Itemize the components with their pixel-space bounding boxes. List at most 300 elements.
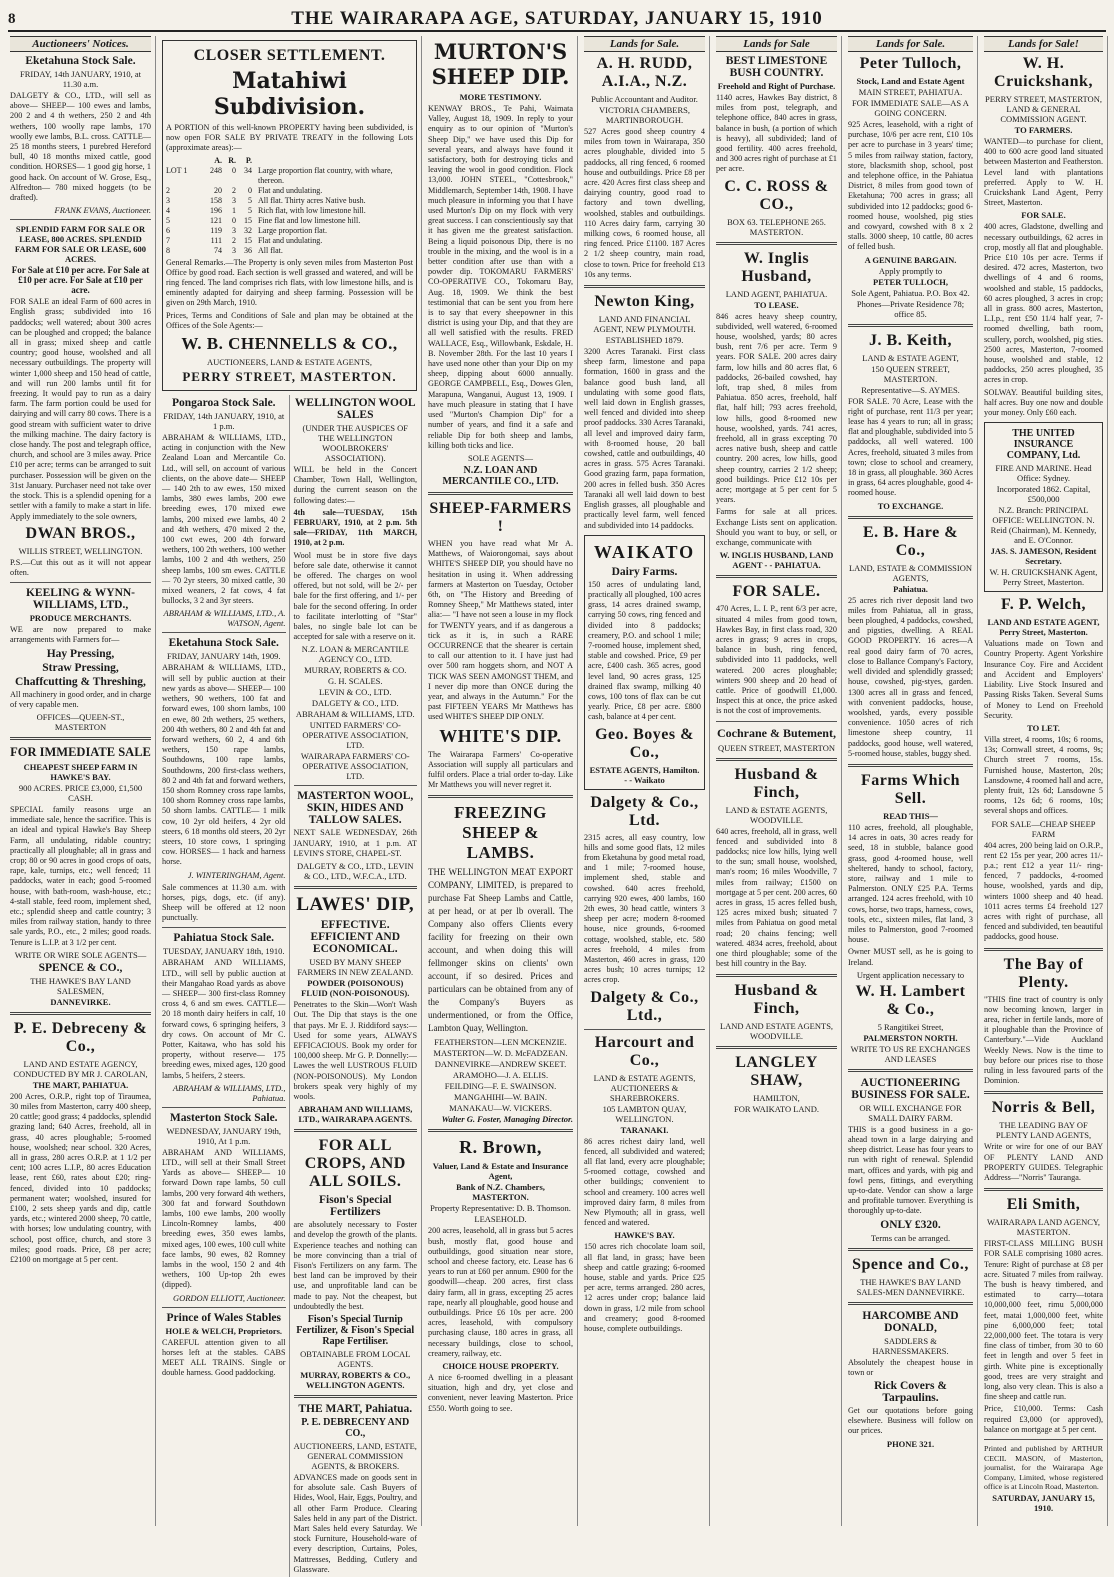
ad-waikato xyxy=(584,535,705,790)
buyer: MANGAHIHI—W. BAIN. xyxy=(454,1092,547,1103)
divider xyxy=(10,1012,151,1015)
ad-subtitle: Valuer, Land & Estate and Insurance Agent, xyxy=(432,1161,569,1182)
divider xyxy=(716,1046,837,1049)
ad-body: ABRAHAM AND WILLIAMS, LTD., will sell by public auction at their Mangahao Road yards as above— SHEEP— 300 first-class Romney cross 4, 6 and sm ewes. CATTLE— 20 18 month dairy heifers in calf, 10 forward cows, 6 springing heifers, 3 dry cows. On account of Mr C. Potter, Kaitawa, who has sold his property, without reserve— 175 breeding ewes, mixed ages, 120 good lambs, 5 heifers, 2 steers. xyxy=(162,958,286,1080)
lot-cell: 248 xyxy=(210,165,222,175)
lot-cell: 2 xyxy=(166,185,170,195)
ad-inc: Incorporated 1862. Capital, £500,000 xyxy=(996,484,1091,505)
ad-item: Hay Pressing, xyxy=(46,647,115,660)
ad-address: 150 QUEEN STREET, MASTERTON. xyxy=(871,363,950,384)
ad-tail: OBTAINABLE FROM LOCAL AGENTS. xyxy=(300,1348,411,1369)
divider xyxy=(716,242,837,245)
ad-signature: W. INGLIS HUSBAND, LAND AGENT - - PAHIATUA. xyxy=(719,550,834,571)
section-header: Lands for Sale! xyxy=(984,36,1103,52)
lot-cell: All flat. Thirty acres Native bush. xyxy=(258,195,366,205)
ad-title: FOR IMMEDIATE SALE xyxy=(10,744,151,759)
divider xyxy=(848,1302,973,1305)
ad-signature: ABRAHAM & WILLIAMS, LTD., A. WATSON, Agent. xyxy=(163,608,286,629)
ad-forsale: FOR SALE. xyxy=(1021,210,1066,221)
section-header: Lands for Sale. xyxy=(848,36,973,52)
lot-cell: 5 xyxy=(166,215,170,225)
ad-subtitle: LAND AND ESTATE AGENCY, CONDUCTED BY MR J. CAROLAN, xyxy=(13,1058,148,1079)
ad-apply: Apply promptly to xyxy=(878,265,943,276)
column-1 xyxy=(6,36,156,1526)
lot-cell xyxy=(252,156,412,166)
lot-cell: 7 xyxy=(166,235,170,245)
ad-body: All machinery in good order, and in charge of very capable men. xyxy=(10,689,151,709)
lot-cell: 5 xyxy=(248,205,252,215)
ad-lead: TO FARMERS. xyxy=(1014,125,1073,135)
ad-body: A PORTION of this well-known PROPERTY having been subdivided, is now open FOR SALE BY PRIVATE TREATY in the following Lots (approximate areas):— xyxy=(166,123,413,153)
divider xyxy=(162,927,286,928)
column-4 xyxy=(580,36,710,1526)
ad-body: 3200 Acres Taranaki. First class sheep farm, limestone and papa formation, 1600 in grass and the balance good bush land, all undulating with some good flats, well laid down in English grasses, well fenced and divided into sheep proof paddocks. 330 Acres Taranaki, all level and improved dairy farm, with 8-roomed house, 20 ball cowshed, cattle and outbuildings, 40 acres in grass. 575 Acres Taranaki. Good grazing farm, papa formation, 200 acres in felled bush. 350 Acres Taranaki all well laid down to best English grasses, all ploughable and practically level farm, well fenced and subdivided into 14 paddocks. xyxy=(584,347,705,530)
ad-address: WILLIS STREET, WELLINGTON. xyxy=(18,545,143,556)
ad-title: FOR ALL CROPS, AND ALL SOILS. xyxy=(304,1137,406,1191)
ad-title: The Bay of Plenty. xyxy=(1003,955,1084,991)
ad-subtitle: BOX 63. TELEPHONE 265. MASTERTON. xyxy=(727,216,826,237)
ad-subtitle: OR WILL EXCHANGE FOR SMALL DAIRY FARM. xyxy=(859,1102,962,1123)
ad-title: FREEZING SHEEP & LAMBS. xyxy=(454,803,547,863)
lot-cell: 8 xyxy=(166,245,170,255)
ad-subtitle: SADDLERS & HARNESSMAKERS. xyxy=(872,1335,949,1356)
ad-subtitle: Stock, Land and Estate Agent xyxy=(856,76,965,86)
ad-agent: ABRAHAM AND WILLIAMS, LTD., WAIRARAPA AGENTS. xyxy=(298,1104,413,1125)
ad-subtitle: Harcourt and Co., xyxy=(594,1033,695,1069)
ad-tail: SOLWAY. Beautiful building sites, half acres. Buy one now and double your money. Only £60 each. xyxy=(984,387,1103,418)
lot-cell: Rich flat, with low limestone hill. xyxy=(258,205,366,215)
lot-cell: All flat. xyxy=(258,245,283,255)
ad-address: Bank of N.Z. Chambers, MASTERTON. xyxy=(456,1182,545,1203)
ad-body: 527 Acres good sheep country 4 miles from town in Wairarapa, 350 acres ploughable, divided into 5 paddocks, all ring fenced, 6 roomed house and outbuildings. Price £8 per acre. 420 Acres first class sheep and dairying country, good road to factory and town dwelling, woolshed, stables and outbuildings. 110 Acres dairy farm, carrying 30 milking cows, 6 roomed house, all ring fenced. Price £1100. 187 Acres 2 1/2 sheep country, main road, close to town. Price for freehold £13 10s any terms. xyxy=(584,127,705,279)
ad-body: WILL be held in the Concert Chamber, Town Hall, Wellington, during the current season on the following dates:— xyxy=(293,465,417,505)
ad-title: J. B. Keith, xyxy=(869,331,952,349)
lot-cell xyxy=(166,156,200,166)
ad-agent-lead: SOLE AGENTS— xyxy=(468,452,533,463)
ad-prices: For Sale at £10 per acre. For Sale at £10 per acre. For Sale at £10 per acre. xyxy=(11,265,150,296)
ad-title: Pahiatua Stock Sale. xyxy=(173,932,275,945)
ad-title: THE UNITED INSURANCE COMPANY, Ltd. xyxy=(1006,428,1081,462)
ad-subtitle: Public Accountant and Auditor. xyxy=(591,94,698,104)
ad-matahiwi xyxy=(162,40,417,391)
ad-tail: Sale commences at 11.30 a.m. with horses, pigs, dogs, etc. (if any). Sheep will be offered at 12 noon punctually. xyxy=(162,882,286,923)
ad-rep: Property Representative: D. B. Thomson. xyxy=(430,1203,571,1214)
ad-subtitle: LAND, ESTATE & COMMISSION AGENTS, xyxy=(848,562,973,583)
ad-body: 200 Acres, O.R.P., right top of Tiraumea, 30 miles from Masterton, carry 400 sheep, 20 cattle; good grass; 4 paddocks, splendid grazing land; 640 Acres, freehold, all in grass, 40 acres ploughable; 5-roomed house, woolshed; near school. 320 Acres, all in grass, 280 acres O.R.P. at 1 1/2 per cent; 100 acres L.I.P., 80 acres Education lease, rent £60, rates about £20; ring-fenced, divided into 10 paddocks; permanent water; woolshed, insured for £100, 2 sets sheep yards and dip, cattle yards, etc.; wintered 2000 sheep, 70 cattle, with horses; low undulating country, with school, post office, church, and store 3 miles; good roads. Price, £8 per acre; £2100 on mortgage at 5 per cent. xyxy=(10,1091,151,1265)
ad-subtitle: LAND & ESTATE AGENTS, WOODVILLE. xyxy=(725,804,828,825)
ad-title: Peter Tulloch, xyxy=(859,55,962,72)
lot-cell: 32 xyxy=(244,225,252,235)
ad-body: Absolutely the cheapest house in town or xyxy=(848,1357,973,1377)
ad-date: WEDNESDAY, JANUARY 19th, 1910, At 1 p.m. xyxy=(166,1125,281,1146)
ad-subtitle: EFFECTIVE. EFFICIENT AND ECONOMICAL. xyxy=(310,919,401,956)
ad-terms: Prices, Terms and Conditions of Sale and plan may be obtained at the Offices of the Sole Agents:— xyxy=(166,310,413,330)
ad-apply: Urgent application necessary to xyxy=(856,969,965,980)
ad-body: 150 acres of undulating land, practically all ploughed, 100 acres grass, 14 acres drained swamp, carrying 50 cows, ring fenced and divided into 8 paddocks; creamery, P.O. and school 1 mile; 7-roomed house, implement shed, stable and cowshed. Price, £9 per acre, £400 cash. 365 acres, good level land, 90 acres grass, 125 drained flax swamp, milking 40 cows, 100 tons of flax can be cut yearly. Price, £8 per acre. £800 cash, balance at 4 per cent. xyxy=(588,579,701,722)
ad-item: Straw Pressing, xyxy=(42,661,119,674)
ad-body: THIS is a good business in a go-ahead town in a large dairying and sheep district. Lease has four years to run with right of renewal. Splendid mart, offices and yards, with pig and fowl pens, fittings, and everything up-to-date. Vendor can show a large and profitable turnover. Everything is thoroughly up-to-date. xyxy=(848,1124,973,1216)
lot-cell: 34 xyxy=(244,165,252,175)
ad-body: 470 Acres, L. I. P., rent 6/3 per acre, situated 4 miles from good town, Hawkes Bay, in first class road, 320 acres in grass; 9 acres in crops, balance in bush, ring fenced, subdivided into 11 paddocks, well watered. 200 acres ploughable; winters 900 sheep and 20 head of cattle. Price of goodwill £1,000. Inspect this at once, the price asked is not the cost of improvements. xyxy=(716,604,837,716)
ad-body: WE are now prepared to make arrangements with Farmers for— xyxy=(10,625,151,645)
lot-cell: R. xyxy=(228,155,236,165)
ad-phone: PHONE 321. xyxy=(886,1438,935,1449)
lot-cell: 119 xyxy=(210,225,222,235)
ad-subtitle: CHEAPEST SHEEP FARM IN HAWKE'S BAY. xyxy=(23,761,138,782)
ad-body: ADVANCES made on goods sent in for absolute sale. Cash Buyers of Hides, Wool, Hair, Eggs, Poultry, and all other Farm Produce. Clearing Sales held in any part of the District. Mart Sales held every Saturday. We stock Furniture, Household-ware of every description, Curtains, Poles, Mattresses, Bedding, Cutlery and Glassware. xyxy=(293,1472,417,1574)
lot-cell: 158 xyxy=(210,195,222,205)
ad-title: LANGLEY SHAW, xyxy=(735,1054,818,1090)
ad-title: Masterton Stock Sale. xyxy=(169,1111,278,1124)
divider xyxy=(984,948,1103,951)
ad-body: FIRST-CLASS MILLING BUSH FOR SALE comprising 1080 acres. Tenure: Right of purchase at £8 per acre. Situated 7 miles from railway. The bush is heavy timbered, and estimated to carry—totara 10,000,000 feet, rimu 5,000,000 feet, matai 1,000,000 feet, white pine 6,000,000 feet; total 22,000,000 feet. The totara is very fine class of timber, from 30 to 60 feet in length and over 5 feet in girth. White pine is exceptionally good, trees are very straight and long, also very clean. This is also a fine sheep and cattle run. xyxy=(984,1239,1103,1402)
ad-body: THE WELLINGTON MEAT EXPORT COMPANY, LIMITED, is prepared to purchase Fat Sheep Lambs and Cattle, at per head, or at per lb overall. The Company also offers Clients every facility for freezing on their own account, and when doing this will fellmonger skins on clients' own account, if so desired. Prices and particulars can be obtained from any of the Company's Buyers as undermentioned, or from the Office, Lambton Quay, Wellington. xyxy=(428,867,573,1034)
lot-cell: 36 xyxy=(244,245,252,255)
lot-cell: 1 xyxy=(232,205,236,215)
ad-subtitle: AUCTIONEERS, LAND, ESTATE, GENERAL COMMISSION AGENTS, & BROKERS. xyxy=(293,1440,417,1471)
lot-cell: 74 xyxy=(214,245,222,255)
column-3 xyxy=(424,36,578,1526)
lot-cell: 3 xyxy=(232,195,236,205)
divider xyxy=(162,1307,286,1308)
ad-signature: ABRAHAM & WILLIAMS, LTD., Pahiatua. xyxy=(172,1082,286,1103)
ad-body: 2315 acres, all easy country, low hills and some good flats, 12 miles from Eketahuna by good metal road, and 1 mile; 7-roomed house, implement shed, stable and cowshed. 640 acres freehold, carrying 920 ewes, 400 lambs, 160 2th ewes, 30 head cattle, winters 3 sheep per acre; modern 8-roomed house, nice grounds, 6-roomed cottage, woolshed, stable, etc. 580 acres freehold, 4 miles from Masterton, 460 acres in grass, 120 acres bush; 10 acres turnips; 12 acres crop. xyxy=(584,832,705,985)
lot-cell: Flat and undulating. xyxy=(258,185,323,195)
ad-name: P. E. DEBRECENY AND CO., xyxy=(301,1416,410,1439)
lot-row xyxy=(166,246,413,256)
ad-price: Price, £10,000. Terms: Cash required £3,000 (or approved), balance on mortgage at 5 per cent. xyxy=(984,1404,1103,1434)
ad-body: 110 acres, freehold, all ploughable, 14 acres in oats, 30 acres ready for seed, 18 in stubble, balance good grass, good 4-roomed house, well sheltered, handy to school, factory, store, railway and 1 mile to Palmerston. ONLY £25 P.A. Terms arranged. 124 acres freehold, with 10 cows, horse, two traps, harness, cows, tools, etc., sixteen miles, flat land, 3 miles to Palmerston, good 7-roomed house. xyxy=(848,822,973,945)
ad-subtitle: PRODUCE MERCHANTS. xyxy=(29,613,132,624)
ad-signature: J. WINTERINGHAM, Agent. xyxy=(187,869,286,880)
lot-cell: 15 xyxy=(244,215,252,225)
divider xyxy=(848,516,973,519)
ad-title: Newton King, xyxy=(594,293,695,311)
ad-agent-sub: AUCTIONEERS, LAND & ESTATE AGENTS, xyxy=(206,357,373,368)
divider xyxy=(162,1107,286,1108)
ad-signature: Walter G. Foster, Managing Director. xyxy=(441,1114,573,1125)
ad-title: W. Inglis Husband, xyxy=(741,249,812,285)
lot-row xyxy=(166,166,413,186)
ad-subtitle: LAND & ESTATE AGENTS, AUCTIONEERS & SHAREBROKERS. xyxy=(593,1072,696,1103)
lot-row xyxy=(166,206,413,216)
divider xyxy=(10,737,151,740)
lot-row xyxy=(166,186,413,196)
ad-title: SPLENDID FARM FOR SALE OR LEASE, 800 ACRES. SPLENDID FARM FOR SALE OR LEASE, 600 ACRES. xyxy=(14,224,147,265)
ad-body: 640 acres, freehold, all in grass, well fenced and subdivided into 8 paddocks; nice low hills, lying well to the sun; small house, woolshed, man's room; 16 miles Woodville, 7 miles from railway; £1500 on mortgage at 5 per cent. 200 acres, 60 acres in grass, 15 acres felled bush, 125 acres mixed bush; situated 7 miles from Pahiatua on good metal road; 20 chains fencing; well watered. 4834 acres, freehold, about one third ploughable; some of the best hill country in the Bay. xyxy=(716,826,837,969)
ad-tail: Farms for sale at all prices. Exchange Lists sent on application. Should you want to buy, or sell, or exchange, communicate with xyxy=(716,507,837,548)
lot-cell: 3 xyxy=(232,225,236,235)
divider xyxy=(716,758,837,761)
lot-cell: Fine flat and low limestone hill. xyxy=(258,215,361,225)
ad-body: KENWAY BROS., Te Pahi, Waimata Valley, August 18, 1909. In reply to your enquiry as to our opinion of "Murton's Sheep Dip," we have used this Dip for several years, and always have found it satisfactory, both for destroying ticks and leaving the wool in good condition. Flock 13,000. JOHN STEEL, "Cottesbrook," Middlemarch, September 14th, 1908. I have much pleasure in informing you that I have used Murton's Dip on my flock with very great success. I can conscientiously say that it has given me the greatest satisfaction. Being a liquid poisonous Dip, there is no trouble in the mixing, and the wool is in a better condition after use than with a powder dip. TOKOMARU FARMERS' CO-OPERATIVE CO., Tokomaru Bay, Aug. 18, 1909. We think the best testimonial that can be sent you from here is to say that every sheepowner in this district is using your Dip, and that they are all well satisfied with the results. FRED WALLACE, Esq., Willowbank, Eskdale, H. B. November 28th. For the last 10 years I have used none other than your Dip on my sheep, dipping about 6000 annually. GEORGE CAMPBELL, Esq., Dowes Glen, Marapuna, Wanganui, August 13, 1909. I have much pleasure in stating that I have used "Murton's Champion Dip" for a number of years, and find it a safe and reliable Dip for both sheep and lambs, killing both ticks and lice. xyxy=(428,104,573,450)
col2-right xyxy=(294,395,418,1577)
ad-title: E. B. Hare & Co., xyxy=(862,523,959,559)
ad-firms: DALGETY & CO., LTD., LEVIN & CO., LTD., W.F.C.A., LTD. xyxy=(297,861,414,882)
ad-tail: Wool must be in store five days before sale date, otherwise it cannot be offered. The charges on wool offered, but not sold, will be 2/- per bale for the first offering, and 1/- per bale for the second offering. In order to facilitate interlotting of "Star" bales, no single bale lot can be accepted for sale with a reserve on it. xyxy=(293,550,417,642)
ad-address: MAIN STREET, PAHIATUA. xyxy=(858,87,963,97)
masthead xyxy=(8,8,1106,32)
divider xyxy=(848,324,973,327)
ad-body: ABRAHAM & WILLIAMS, LTD., will sell by public auction at their new yards as above— SHEEP— 100 wethers, 90 wethers, 100 fat and forward ewes, 100 shorn lambs, 100 en ewe, 80 2th wethers, 25 wethers, 200 4th wethers, 80 2 and 4th fat and forward wethers, 60 2, 4 and 6th wethers, 150 rape lambs, Southdowns, 100 rape lambs, Southdowns, 200 first-class wethers, 80 2 and 4th fat and forward wethers, 150 shorn Romney cross rape lambs, 100 shorn Romney cross rape lambs, 50 shorn lambs. CATTLE— 1 milk cow, 10 2yr old heifers, 4 2yr old steers, 6 18 months old steers, 20 2yr steers, 10 store cows, 1 springing cow. HORSES— 1 hack and harness horse. xyxy=(162,663,286,867)
ad-title: Eketahuna Stock Sale. xyxy=(168,637,279,650)
ad-agent-addr: PERRY STREET, MASTERTON. xyxy=(182,369,397,385)
ad-body: "THIS fine tract of country is only now becoming known, larger in area, richer in fertile lands, more of it ploughable than the Province of Canterbury."—Vide Auckland Weekly News. Now is the time to buy before our prices rise to those ruling in less favoured parts of the Dominion. xyxy=(984,994,1103,1086)
ad-body: WANTED—to purchase for client, 400 to 600 acre good land situated between Masterton and Featherston. Level land with plantations preferred. Apply to W. H. Cruickshank Land Agent, Perry Street, Masterton. xyxy=(984,137,1103,208)
region: HAWKE'S BAY. xyxy=(614,1230,675,1241)
ad-title: R. Brown, xyxy=(459,1137,542,1158)
ad-nz: N.Z. Branch: PRINCIPAL OFFICE: WELLINGTON. N. Reid (Chairman), M. Kennedy, and E. O'Connor. xyxy=(990,505,1097,546)
ad-subtitle: Freehold and Right of Purchase. xyxy=(717,81,836,91)
ad-subtitle: Dairy Farms. xyxy=(611,565,678,578)
ad-body: Villa street, 4 rooms, 10s; 6 rooms, 13s; Cornwall street, 4 rooms, 9s; Church street 7 rooms, 15s. Furnished house, Masterton, 20s; Lansdowne, 4 roomed hall and acre, plenty fruit, 12s 6d; Lansdowne 5 rooms, 12s 6d; 6 rooms, 10s; several shops and offices. xyxy=(984,734,1103,816)
ad-title: BEST LIMESTONE BUSH COUNTRY. xyxy=(725,55,828,79)
ad-forsale: FOR SALE—CHEAP SHEEP FARM xyxy=(991,818,1096,839)
lot-header-row xyxy=(166,156,413,166)
lot-cell: 0 xyxy=(232,165,236,175)
ad-subtitle: PERRY STREET, MASTERTON, LAND & GENERAL COMMISSION AGENT. xyxy=(985,94,1102,124)
lot-cell: 15 xyxy=(244,235,252,245)
divider xyxy=(584,285,705,288)
ad-subtitle: HAMILTON, xyxy=(753,1093,800,1104)
divider xyxy=(10,219,151,220)
ad-tail: Terms can be arranged. xyxy=(870,1232,951,1243)
ad-body: 400 acres, Gladstone, dwelling and necessary outbuildings, 62 acres in crop, mostly all flat and ploughable. Price £10 10s per acre. Terms if desired. 472 acres, Masterton, two dwellings of 4 and 6 rooms, woolshed and stable, 15 paddocks, 60 acres ploughed, 3 acres in crop; all in grass. 800 acres, Masterton, L.I.p., rent £50 11/4 half year, 7-roomed dwelling, bath room, scullery, porch, woolshed, pig sties. 2500 acres, Masterton, 7-roomed house, woolshed and stable, 12 paddocks, 250 acres ploughed, 35 acres in crop. xyxy=(984,222,1103,385)
lot-cell: 2 xyxy=(232,235,236,245)
ad-date: FRIDAY, 14th JANUARY, 1910, at 1 p.m. xyxy=(163,411,285,432)
ad-leasehold: LEASEHOLD. xyxy=(474,1214,527,1225)
ad-subtitle: FIRE AND MARINE. Head Office: Sydney. xyxy=(995,463,1092,484)
firm: UNITED FARMERS' CO-OPERATIVE ASSOCIATION, LTD. xyxy=(302,720,409,751)
divider xyxy=(848,1069,973,1072)
ad-price: ONLY £320. xyxy=(880,1218,941,1231)
ad-tail: FOR WAIKATO LAND. xyxy=(734,1104,819,1115)
divider xyxy=(716,721,837,722)
lot-row xyxy=(166,236,413,246)
ad-date: FRIDAY, 14th JANUARY, 1910, at 11.30 a.m. xyxy=(20,69,141,89)
buyer: DANNEVIRKE—ANDREW SKEET. xyxy=(434,1059,567,1070)
ad-title: Eketahuna Stock Sale. xyxy=(25,55,136,67)
ad-agents-lead: WRITE OR WIRE SOLE AGENTS— xyxy=(14,949,147,960)
lot-cell: 0 xyxy=(248,185,252,195)
region: TARANAKI. xyxy=(620,1124,669,1135)
ad-body: 846 acres heavy sheep country, subdivided, well watered, 6-roomed house, woolshed, yards; 80 acres bush, rent 7/6 per acre. Term 9 years. FOR SALE. 200 acres dairy farm, low hills and 80 acres flat, 6 paddocks, 26-bailed cowshed, hay loft, trap shed, 8 miles from Pahiatua. 850 acres, freehold, half flat, half hill; 793 acres freehold, low hills, good 8-roomed new house, woolshed, yards. 741 acres, freehold, all in grass excepting 70 acres native bush, sheep and cattle country. 200 acres, low hills, good sheep country, carries 2 1/2 sheep; good buildings. Price £12 10s per acre; mortgage at 5 per cent for 5 years. xyxy=(716,311,837,505)
divider xyxy=(294,1395,418,1398)
ad-subtitle: QUEEN STREET, MASTERTON xyxy=(718,742,835,753)
lot-cell: A. xyxy=(214,155,222,165)
divider xyxy=(10,582,151,583)
buyer: FEATHERSTON—LEN MCKENZIE. xyxy=(434,1037,567,1048)
lot-cell: 20 xyxy=(214,185,222,195)
ad-title: AUCTIONEERING BUSINESS FOR SALE. xyxy=(851,1076,970,1101)
ad-title: HARCOMBE AND DONALD, xyxy=(862,1309,959,1334)
ad-owner: DWAN BROS., xyxy=(25,524,136,542)
ad-body: 1140 acres, Hawkes Bay district, 8 miles from post, telegraph, and telephone office, 840 acres in grass, balance in bush, (a portion of which is heavy), all subdivided; land of good fertility. 400 acres freehold, and 300 acres right of purchase at £1 per acre. xyxy=(716,93,837,174)
ad-address: 105 LAMBTON QUAY, WELLINGTON. xyxy=(602,1103,687,1124)
column-6 xyxy=(844,36,978,1526)
ad-est: ESTABLISHED 1879. xyxy=(605,335,684,346)
ad-signature: GORDON ELLIOTT, Auctioneer. xyxy=(172,1292,286,1303)
lot-row xyxy=(166,216,413,226)
ad-body: 404 acres, 200 being laid on O.R.P., rent £2 15s per year, 200 acres 11/-p.a.; rent £12 a year 11/- ring-fenced, 7 paddocks, 4-roomed house, woolshed, yards and dip, winters 1000 sheep and 40 head. 1011 acres terms £4 freehold 127 acres with right of purchase, all fenced and subdivided, ten beautiful paddocks, good house. xyxy=(984,840,1103,942)
ad-lease: TO LEASE. xyxy=(754,299,799,310)
ad-title: Cochrane & Butement, xyxy=(717,725,836,740)
ad-subtitle: READ THIS— xyxy=(883,810,938,821)
divider xyxy=(984,1188,1103,1191)
ad-signature: WRITE TO US RE EXCHANGES AND LEASES xyxy=(850,1043,971,1064)
ad-title: Eli Smith, xyxy=(1006,1196,1081,1214)
imprint: Printed and published by ARTHUR CECIL MASON, of Masterton, journalist, for the Wairarapa Age Company, Limited, whose registered office is at Lincoln Road, Masterton. xyxy=(984,1444,1103,1492)
divider xyxy=(984,1439,1103,1440)
ad-tail: The Wairarapa Farmers' Co-operative Association will supply all particulars and fulfil orders. Place a trial order to-day. Like Mr Matthews you will never regret it. xyxy=(428,749,573,790)
ad-title: Husband & Finch, xyxy=(734,765,819,801)
ad-body: WHEN you have read what Mr A. Matthews, of Waiorongomai, says about WHITE'S SHEEP DIP, you should have no hesitation in using it. When addressing farmers at Masterton on Tuesday, October 6th, on "The History and Breeding of Romney Sheep," Mr Matthews stated, inter alia:— "I have not seen a louse in my flock for TWENTY years, and if as dangerous a tick as it is, in such a RARE OCCURRENCE that the shearer is certain to call our attention to it. I have just had over 500 ram hoggets shorn, and NOT A TICK WAS SEEN AMONGST THEM, and I never dip more than ONCE during the year, and always in the Autumn." For the past FIFTEEN YEARS Mr Matthews has used WHITE'S SHEEP DIP ONLY. xyxy=(428,538,573,722)
ad-body: FOR SALE an ideal Farm of 600 acres in English grass; subdivided into 16 paddocks; well watered; about 300 acres can be ploughed and cropped; the balance all in grass; mixed sheep and cattle country; good house, woolshed and all necessary outbuildings. The property will winter 1,000 sheep and 150 head of cattle, and will run 200 lambs until fit for freezing. It would pay to run as a dairy farm. The farm portion could be used for dairying and will carry 80 cows. There is a good stream with sufficient water to drive the milking machine. The dairy factory is close handy. The post and telegraph office, church, and school are 3 miles away. Price £10 per acre; terms can be arranged to suit purchaser. Possession will be given on the 31st January. Purchaser need not take over the stock. This is a splendid opening for a settler with a family to make a start in life. Apply immediately to the sole owners, xyxy=(10,297,151,521)
ad-body: NEXT SALE WEDNESDAY, 26th JANUARY, 1910, at 1 p.m. AT LEVIN'S STORE, CHAPEL-ST. xyxy=(293,828,417,858)
lot-row xyxy=(166,196,413,206)
ad-title: LAWES' DIP, xyxy=(296,894,415,916)
ad-subtitle: LAND AND ESTATE AGENT, Perry Street, Masterton. xyxy=(987,617,1100,638)
col2-split xyxy=(162,395,417,1577)
lot-cell: 3 xyxy=(166,195,170,205)
ad-signature: FRANK EVANS, Auctioneer. xyxy=(54,205,151,216)
ad-insurance xyxy=(984,422,1103,592)
ad-title: WAIKATO xyxy=(593,541,696,562)
ad-subtitle: MORE TESTIMONY. xyxy=(459,92,542,102)
page-number: 8 xyxy=(8,10,16,27)
ad-body: ABRAHAM AND WILLIAMS, LTD., will sell at their Small Street Yards as above— SHEEP— 10 forward Down rape lambs, 50 cull lambs, 200 very forward 4th wethers, 300 fat and forward Southdown lambs, 100 ewe lambs, 200 woolly Lincoln-Romney lambs, 400 breeding ewes, 350 ewes lambs, mixed ages, 100 ewes, 100 cull white face lambs, 90 ewes, 82 Romney lambs in the wool, 150 2 and 4th wethers, 100 Up-top 2th ewes (dipped). xyxy=(162,1147,286,1290)
ad-signature: Sole Agent, Pahiatua. P.O. Box 42. xyxy=(851,287,970,298)
ad-agent-sub: ESTATE AGENTS, Hamilton. - - Waikato xyxy=(589,764,700,785)
ad-subtitle: LAND AND ESTATE AGENTS, WOODVILLE. xyxy=(719,1021,834,1042)
divider xyxy=(162,632,286,633)
divider xyxy=(294,886,418,889)
ad-agent: W. B. CHENNELLS & CO., xyxy=(181,334,398,354)
ad-ps: P.S.—Cut this out as it will not appear often. xyxy=(10,557,151,577)
lot-cell: LOT 1 xyxy=(166,165,188,175)
column-7 xyxy=(980,36,1108,1526)
ad-title: Dalgety & Co., Ltd., xyxy=(590,988,699,1024)
buyer: MANAKAU—W. VICKERS. xyxy=(449,1103,552,1114)
ad-body: 150 acres rich chocolate loam soil, all flat land, in grass; have been sheep and cattle grazing; 6-roomed house, stable and yards. Price £25 per acre, terms arranged. 280 acres, 12 acres under crop; balance laid down in grass, 1/2 mile from school and creamery; good 8-roomed house, complete outbuildings. xyxy=(584,1242,705,1334)
ad-body: 25 acres rich river deposit land two miles from Pahiatua, all in grass, been ploughed, 4 paddocks, cowshed, and pigsties, dwelling. A REAL GOOD PROPERTY. 16 acres—A real good dairy farm of 70 acres, close to Ballance Company's Factory, well divided and splendidly grassed; house, cowshed, pig-styes, garden. 1300 acres all in grass and fenced, with convenient paddocks, house, woolshed, yards, every possible convenience. 1050 acres of rich limestone sheep country, 11 paddocks, good house, well watered, 5-roomed house, stables, buggy shed. xyxy=(848,595,973,758)
ad-body: CAREFUL attention given to all horses left at the stables. CABS MEET ALL TRAINS. Single or double harness. Good paddocking. xyxy=(162,1337,286,1378)
lot-cell: 0 xyxy=(232,215,236,225)
ad-body: 86 acres richest dairy land, well fenced, all subdivided and watered; all flat land, every acre ploughable; 5-roomed cottage, cowshed and other buildings; convenient to school and creamery. 100 acres well improved dairy farm, 8 miles from New Plymouth; all in grass, well fenced and watered. xyxy=(584,1136,705,1228)
divider xyxy=(848,1248,973,1251)
ad-subtitle: LAND & ESTATE AGENT, xyxy=(862,352,959,363)
ad-agents-town: DANNEVIRKE. xyxy=(50,996,111,1007)
divider xyxy=(584,1029,705,1030)
ad-body: FOR SALE. 70 Acre, Lease with the right of purchase, rent 11/3 per year; lease has 4 years to run; all in grass; flat and ploughable, subdivided into 5 paddocks, all well watered. 100 Acres, freehold, situated 3 miles from town; close to school and creamery, 18 in grass, all ploughable. 360 Acres in grass, 64 acres ploughable, good 4-roomed house. xyxy=(848,396,973,498)
ad-signature: W. H. Lambert & Co., xyxy=(855,982,966,1018)
firm: WAIRARAPA FARMERS' CO-OPERATIVE ASSOCIATION, LTD. xyxy=(300,751,410,782)
ad-title: A. H. RUDD, A.I.A., N.Z. xyxy=(596,55,693,90)
column-2 xyxy=(158,36,422,1574)
ad-phone: Phones—Private Residence 78; office 85. xyxy=(856,298,965,319)
section-header: Lands for Sale xyxy=(716,36,837,52)
ad-agent: Geo. Boyes & Co., xyxy=(595,725,694,761)
lot-cell: Large proportion flat. xyxy=(258,225,327,235)
lot-cell: 111 xyxy=(210,235,222,245)
ad-subtitle: THE HAWKE'S BAY LAND SALES-MEN DANNEVIRKE. xyxy=(856,1276,965,1297)
ad-mart: THE MART, PAHIATUA. xyxy=(32,1079,129,1090)
firm: N.Z. LOAN & MERCANTILE AGENCY CO., LTD. xyxy=(301,644,409,665)
ad-body: 925 Acres, leasehold, with a right of purchase, 10/6 per acre rent, £10 10s per acre to purchase in 3 years' time; 5 miles from railway station, factory, store, blacksmith shop, school, post and telephone office, in the Pahiatua District, 8 miles from good town of Eketahuna; 700 acres in grass; all subdivided into 12 paddocks; good 6-roomed house, woolshed, pig sties and cowyard, cowshed with 8 x 2 stalls. 3000 sheep, 10 cattle, 80 acres of felled bush. xyxy=(848,120,973,252)
ad-subtitle: WAIRARAPA LAND AGENCY, MASTERTON. xyxy=(986,1217,1101,1238)
ad-subtitle: THE LEADING BAY OF PLENTY LAND AGENTS, xyxy=(995,1120,1092,1141)
ad-title: Farms Which Sell. xyxy=(861,771,960,807)
ad-let: TO LET. xyxy=(1027,722,1060,733)
ad-remarks: General Remarks.—The Property is only seven miles from Masterton Post Office by good road. Each section is well grassed and watered, and will be ring fenced. The land comprises rich flats, with low limestone hills, and is eminently adapted for dairying and sheep farming. Possession will be given on 29th March, 1910. xyxy=(166,257,413,308)
ad-body: Penetrates to the Skin—Won't Wash Out. The Dip that stays is the one that pays. Mr E. J. Riddiford says:—Used for some years, ALWAYS EFFICACIOUS. Book my order for 100,000 sheep. Mr G. P. Donnelly:—Lawes the well LUSTROUS FLUID (NON-POISONOUS). My London brokers speak very highly of my wools. xyxy=(293,1000,417,1101)
ad-tail: Owner MUST sell, as he is going to Ireland. xyxy=(848,947,973,967)
ad-price: 900 ACRES. PRICE £3,000, £1,500 CASH. xyxy=(18,782,143,803)
imprint-date: SATURDAY, JANUARY 15, 1910. xyxy=(992,1493,1095,1514)
divider xyxy=(294,785,418,786)
ad-agent: N.Z. LOAN AND MERCANTILE CO., LTD. xyxy=(442,464,559,487)
lot-cell: 5 xyxy=(248,195,252,205)
ad-tail-title: CHOICE HOUSE PROPERTY. xyxy=(442,1361,559,1372)
ad-subtitle: TO EXCHANGE. xyxy=(877,500,944,511)
ad-tail: A GENUINE BARGAIN. xyxy=(864,254,957,265)
lot-cell: 6 xyxy=(166,225,170,235)
divider xyxy=(716,974,837,977)
ad-office: OFFICES—QUEEN-ST., MASTERTON xyxy=(36,711,125,732)
ad-date: FRIDAY, JANUARY 14th, 1909. xyxy=(166,651,281,662)
col2-left xyxy=(162,395,290,1577)
ad-subtitle: Fison's Special Fertilizers xyxy=(318,1194,392,1219)
ad-body: DALGETY & CO., LTD., will sell as above— SHEEP— 100 ewes and lambs, 200 2 and 4 th wethers, 250 2 and 4th wethers, 100 woolly rape lambs, 170 woolly ewe lambs, B.L. cross. CATTLE— 25 18 months steers, 1 purebred Hereford bull, 40 18 months mixed cattle, good condition. HORSES— 1 good gig horse, 1 good hack. On account of W. Grose, Esq., Alfredton— 780 mixed hoggets (to be drafted). xyxy=(10,91,151,203)
ad-name: Matahiwi Subdivision. xyxy=(213,68,366,120)
ad-address: Pahiatua. xyxy=(893,583,928,594)
section-header: Auctioneers' Notices. xyxy=(10,36,151,52)
lot-cell: 121 xyxy=(210,215,222,225)
ad-address: VICTORIA CHAMBERS, MARTINBOROUGH. xyxy=(599,105,690,125)
firm: G. H. SCALES. xyxy=(327,676,383,687)
ad-item: Chaffcutting & Threshing, xyxy=(15,675,146,688)
lot-cell: 4 xyxy=(166,205,170,215)
firm: LEVIN & CO., LTD. xyxy=(319,687,392,698)
ad-body: Valuations made on Town and Country Property. Agent Yorkshire Insurance Coy. Fire and Accident and Accident and Employers' Liability. Live Stock Insured and Passing Risks Taken. Several Sums of Money to Lend on Freehold Security. xyxy=(984,639,1103,720)
ad-title: Pongaroa Stock Sale. xyxy=(171,397,276,410)
ad-agents-sub: THE HAWKE'S BAY LAND SALESMEN, xyxy=(30,975,131,996)
ad-agents: SPENCE & CO., xyxy=(38,961,123,974)
ad-body: SPECIAL family reasons urge an immediate sale, hence the sacrifice. This is an ideal and typical Hawke's Bay Sheep Farm, all undulating, ridable country; practically all ploughable; all in grass and crop; 80 or 90 acres in good crops of oats, rape, kale, turnips, etc.; well fenced; 11 paddocks, water in each; good 5-roomed house, with bath-room, wash-house, etc.; 4-stall stable, feed room, implement shed, etc.; splendid sheep and cattle country; 3 miles from railway station, handy to three sale yards, P.O., etc., 2 miles; good roads. Tenure is L.I.P. at 3 1/2 per cent. xyxy=(10,804,151,947)
ad-subtitle: LAND AND FINANCIAL AGENT, NEW PLYMOUTH. xyxy=(593,314,696,335)
ad-title: MASTERTON WOOL, SKIN, HIDES AND TALLOW SALES. xyxy=(297,790,414,827)
ad-body: 200 acres, leasehold, all in grass but 5 acres bush, mostly flat, good house and outbuildings, good situation near store, school and cheese factory, etc. Lease has 6 years to run at £60 per annum. £900 for the goodwill—cheap. 200 acres, first class dairy farm, all in grass, excepting 25 acres rape, nearly all ploughable, good house and outbuildings. Price £6 10s per acre. 200 acres, leasehold, with compulsory purchasing clause, 180 acres in grass, all necessary buildings, close to school, creamery, railway, etc. xyxy=(428,1226,573,1358)
ad-tail: Get our quotations before going elsewhere. Business will follow on our prices. xyxy=(848,1406,973,1436)
ad-title: P. E. Debreceny & Co., xyxy=(13,1019,148,1055)
ad-subtitle: HOLE & WELCH, Proprietors. xyxy=(165,1325,283,1336)
ad-date: TUESDAY, JANUARY 18th, 1910. xyxy=(162,946,285,957)
ad-title: SHEEP-FARMERS ! xyxy=(429,499,572,535)
ad-title: KEELING & WYNN-WILLIAMS, LTD., xyxy=(25,587,136,612)
ad-signature: 5 Rangitikei Street, xyxy=(877,1021,944,1032)
ad-dates: 4th sale—TUESDAY, 15th FEBRUARY, 1910, at 2 p.m. 5th sale—FRIDAY, 11th MARCH, 1910, at 2 p.m. xyxy=(293,507,417,548)
ad-agent: W. H. CRUICKSHANK Agent, Perry Street, Masterton. xyxy=(989,567,1098,588)
divider xyxy=(428,492,573,495)
buyer: ARAMOHO—J. A. ELLIS. xyxy=(452,1070,549,1081)
divider xyxy=(984,1091,1103,1094)
ad-body: ABRAHAM & WILLIAMS, LTD., acting in conjunction with the New Zealand Loan and Mercantile Co. Ltd., will sell, on account of various clients, on the above date— SHEEP— 140 2th to aw ewes, 150 mixed lambs, 380 ewes lambs, 200 ewe breeding ewes, 170 mixed ewe lambs, 200 mixed ewe lambs, 40 2 and 4th wethers, 470 mixed 2 the, 100 cwt ewes, 200 4th forward wethers, 100 2th wethers, 100 wether lambs, 100 2 and 4th wethers, 250 sheep lambs, 100 sm ewes. CATTLE— 70 2yr steers, 30 mixed cattle, 30 mixed weaners, 2 fat cows, 4 fat bullocks, 3 2 and 3yr steers. xyxy=(162,433,286,606)
ad-title: Spence and Co., xyxy=(852,1255,969,1273)
divider xyxy=(294,1129,418,1132)
ad-lead: FOR IMMEDIATE SALE—AS A GOING CONCERN. xyxy=(852,98,969,118)
ad-title: C. C. ROSS & CO., xyxy=(724,177,829,213)
ad-signature: PALMERSTON NORTH. xyxy=(863,1032,958,1043)
